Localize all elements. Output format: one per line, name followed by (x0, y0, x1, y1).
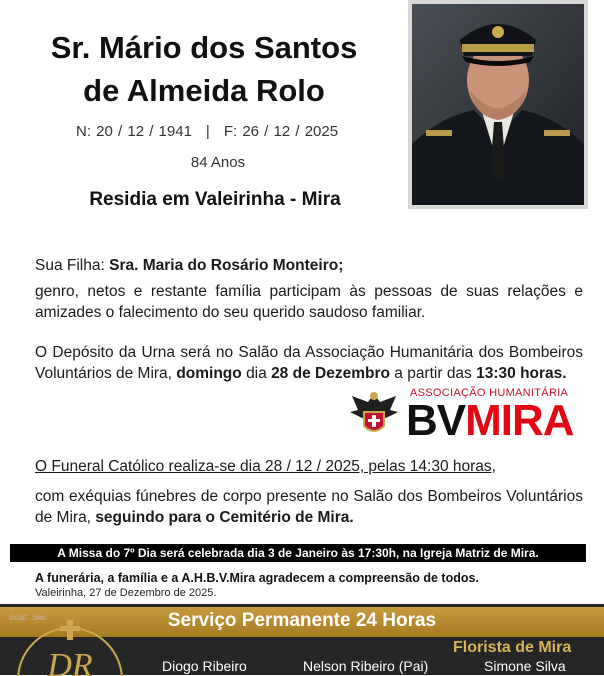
age: 84 Anos (190, 154, 246, 171)
deceased-name-line2: de Almeida Rolo (83, 73, 325, 108)
date-separator: | (205, 123, 210, 140)
residence: Residia em Valeirinha - Mira (89, 189, 341, 210)
urn-paragraph (35, 342, 583, 384)
birth-date: N: 20 / 12 / 1941 (76, 123, 192, 140)
bv-association-label: ASSOCIAÇÃO HUMANITÁRIA (410, 387, 569, 399)
bv-logo-bv: BV (406, 396, 466, 445)
funeral-text-a: com exéquias fúnebres de corpo presente no Salão dos Bombeiros Voluntários de Mira, (35, 488, 583, 526)
urn-day: domingo (176, 365, 242, 382)
portrait-icon (412, 4, 584, 205)
death-date: F: 26 / 12 / 2025 (223, 123, 339, 140)
footer-logo-letters: DR (47, 647, 93, 676)
urn-text-e: a partir das (394, 365, 472, 382)
contact-person: Simone Silva (484, 658, 566, 674)
portrait-photo (408, 0, 588, 209)
contact-person: Nelson Ribeiro (Pai) (303, 658, 429, 674)
mass-announcement: A Missa do 7º Dia será celebrada dia 3 de Janeiro às 17:30h, na Igreja Matriz de Mira. (10, 544, 586, 562)
daughter-name: Sra. Maria do Rosário Monteiro; (109, 257, 344, 274)
service-banner: Serviço Permanente 24 Horas (167, 610, 437, 631)
deceased-name-line1: Sr. Mário dos Santos (50, 30, 358, 65)
family-message: genro, netos e restante família participam às pessoas de suas relações e amizades o falecimento do seu querido saudoso familiar. (35, 283, 583, 321)
bv-mira-logo (406, 396, 574, 446)
daughter-line (35, 255, 583, 276)
firefighter-eagle-emblem-icon (348, 388, 400, 438)
place-date: Valeirinha, 27 de Dezembro de 2025. (35, 587, 217, 599)
funeral-date-line: O Funeral Católico realiza-se dia 28 / 12 / 2025, pelas 14:30 horas, (35, 458, 496, 475)
urn-date: 28 de Dezembro (271, 365, 390, 382)
dgae-license: DGAE - 2941 (10, 616, 46, 622)
urn-text-c: dia (246, 365, 267, 382)
urn-text-a: O Depósito da Urna será no Salão da Associação Humanitária dos Bombeiros Voluntários de Mira, (35, 344, 583, 382)
urn-time: 13:30 horas. (476, 365, 567, 382)
florist-name: Florista de Mira (453, 639, 572, 656)
birth-death-dates (76, 123, 338, 140)
funeral-paragraph (35, 486, 583, 528)
contact-person: Diogo Ribeiro (162, 658, 247, 674)
funeral-destination: seguindo para o Cemitério de Mira. (95, 509, 354, 526)
thanks-note: A funerária, a família e a A.H.B.V.Mira agradecem a compreensão de todos. (35, 571, 479, 585)
bv-logo-mira: MIRA (465, 396, 574, 445)
daughter-label: Sua Filha: (35, 257, 105, 274)
